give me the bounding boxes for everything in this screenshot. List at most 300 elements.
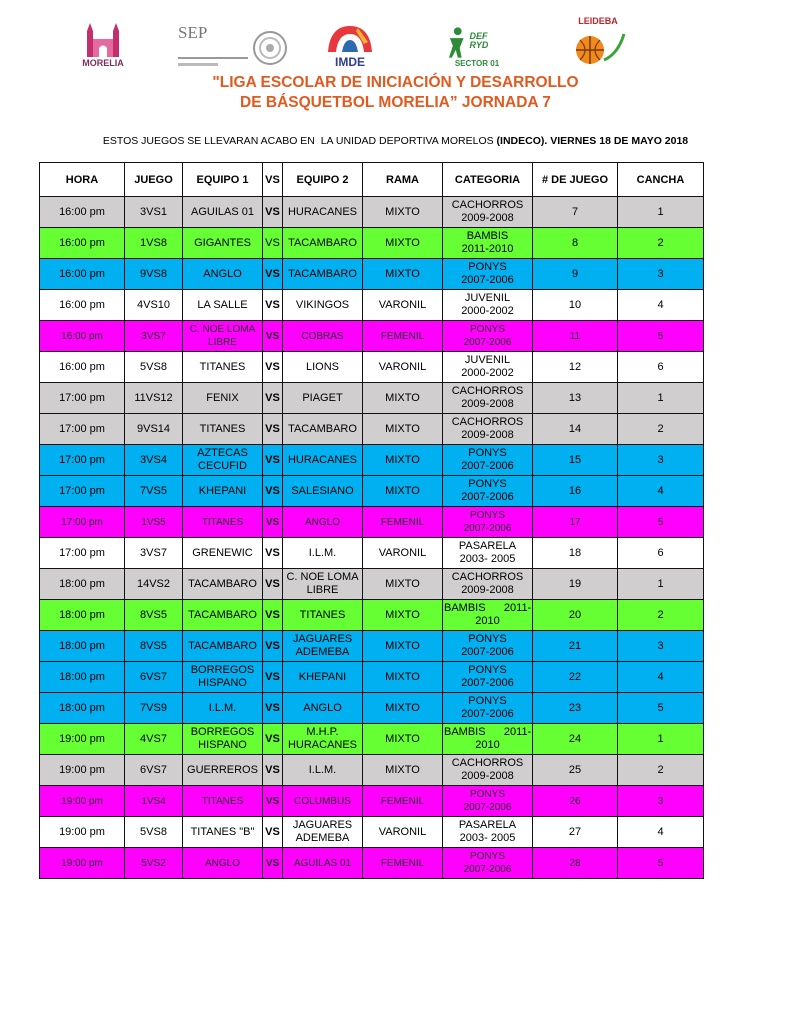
cell-equipo1: ANGLO: [183, 848, 263, 879]
cell-juego: 5VS2: [125, 848, 183, 879]
categoria-name: PONYS: [469, 510, 505, 521]
cell-rama: MIXTO: [363, 662, 443, 693]
categoria-name: CACHORROS: [451, 571, 524, 583]
cell-num-juego: 13: [533, 383, 618, 414]
cell-num-juego: 15: [533, 445, 618, 476]
cell-equipo1: TACAMBARO: [183, 600, 263, 631]
cell-equipo2: KHEPANI: [283, 662, 363, 693]
table-row: [40, 321, 704, 352]
subtitle-date: (INDECO). VIERNES 18 DE MAYO 2018: [496, 135, 689, 147]
cell-rama: MIXTO: [363, 259, 443, 290]
cell-vs: VS: [263, 259, 283, 290]
cell-hora: 19:00 pm: [40, 724, 125, 755]
categoria-years: 2009-2008: [461, 398, 514, 410]
cell-juego: 4VS7: [125, 724, 183, 755]
header-rama: RAMA: [363, 163, 443, 197]
cell-num-juego: 8: [533, 228, 618, 259]
cell-vs: VS: [263, 786, 283, 817]
cell-vs: VS: [263, 445, 283, 476]
cell-num-juego: 25: [533, 755, 618, 786]
cell-cancha: 6: [618, 538, 704, 569]
cell-rama: MIXTO: [363, 693, 443, 724]
cell-hora: 19:00 pm: [40, 755, 125, 786]
cell-num-juego: 11: [533, 321, 618, 352]
categoria-name: CACHORROS: [451, 199, 524, 211]
table-row: [40, 538, 704, 569]
cell-rama: MIXTO: [363, 755, 443, 786]
schedule-table: [39, 162, 704, 879]
cell-juego: 9VS8: [125, 259, 183, 290]
categoria-years: 2009-2008: [461, 212, 514, 224]
cell-hora: 16:00 pm: [40, 321, 125, 352]
venue-subtitle: [0, 135, 791, 147]
cell-num-juego: 21: [533, 631, 618, 662]
cell-cancha: 3: [618, 445, 704, 476]
cell-juego: 7VS9: [125, 693, 183, 724]
cell-equipo1: AZTECAS CECUFID: [183, 445, 263, 476]
cell-vs: VS: [263, 755, 283, 786]
cell-num-juego: 18: [533, 538, 618, 569]
cell-equipo2: I.L.M.: [283, 755, 363, 786]
header-categoria: CATEGORIA: [443, 163, 533, 197]
cell-equipo2: C. NOE LOMA LIBRE: [283, 569, 363, 600]
cell-categoria: [443, 321, 533, 352]
cell-cancha: 5: [618, 321, 704, 352]
cell-hora: 16:00 pm: [40, 259, 125, 290]
morelia-logo-text: MORELIA: [82, 58, 124, 68]
categoria-name: PONYS: [468, 261, 507, 273]
cell-juego: 6VS7: [125, 755, 183, 786]
cell-hora: 18:00 pm: [40, 569, 125, 600]
table-row: [40, 352, 704, 383]
table-row: [40, 662, 704, 693]
categoria-years: 2011-2010: [461, 243, 514, 255]
categoria-years: 2007-2006: [461, 491, 514, 503]
cell-rama: FEMENIL: [363, 507, 443, 538]
table-row: [40, 228, 704, 259]
categoria-years: 2010: [475, 739, 500, 751]
cell-categoria: [443, 693, 533, 724]
header-num-juego: # DE JUEGO: [533, 163, 618, 197]
cell-cancha: 1: [618, 569, 704, 600]
cell-hora: 19:00 pm: [40, 817, 125, 848]
table-row: [40, 817, 704, 848]
table-row: [40, 786, 704, 817]
cell-cancha: 4: [618, 817, 704, 848]
cell-categoria: [443, 476, 533, 507]
cell-equipo2: TITANES: [283, 600, 363, 631]
cell-cancha: 2: [618, 755, 704, 786]
categoria-name: BAMBIS 2011-: [444, 726, 532, 738]
categoria-name: PONYS: [469, 324, 505, 335]
cell-cancha: 4: [618, 290, 704, 321]
cell-equipo1: TITANES "B": [183, 817, 263, 848]
sep-divider: [178, 57, 248, 59]
cell-num-juego: 9: [533, 259, 618, 290]
cell-cancha: 4: [618, 662, 704, 693]
cell-hora: 17:00 pm: [40, 383, 125, 414]
cell-num-juego: 7: [533, 197, 618, 228]
cell-cancha: 1: [618, 724, 704, 755]
cell-vs: VS: [263, 414, 283, 445]
categoria-name: PONYS: [468, 447, 507, 459]
cell-hora: 17:00 pm: [40, 538, 125, 569]
cell-vs: VS: [263, 631, 283, 662]
cell-categoria: [443, 352, 533, 383]
cell-equipo1: LA SALLE: [183, 290, 263, 321]
cell-rama: MIXTO: [363, 631, 443, 662]
cell-vs: VS: [263, 476, 283, 507]
cell-cancha: 2: [618, 600, 704, 631]
subtitle-prefix: ESTOS JUEGOS SE LLEVARAN ACABO EN LA UNIDAD DEPORTIVA MORELOS: [102, 135, 497, 147]
basketball-icon: [568, 28, 628, 68]
cell-categoria: [443, 569, 533, 600]
cell-categoria: [443, 848, 533, 879]
cell-equipo1: AGUILAS 01: [183, 197, 263, 228]
cell-cancha: 4: [618, 476, 704, 507]
header-cancha: CANCHA: [618, 163, 704, 197]
cell-equipo2: COLUMBUS: [283, 786, 363, 817]
cell-hora: 17:00 pm: [40, 414, 125, 445]
cell-hora: 16:00 pm: [40, 197, 125, 228]
categoria-name: CACHORROS: [451, 385, 524, 397]
cell-rama: FEMENIL: [363, 848, 443, 879]
cell-equipo1: TITANES: [183, 352, 263, 383]
categoria-years: 2009-2008: [461, 429, 514, 441]
categoria-years: 2010: [475, 615, 500, 627]
cell-categoria: [443, 228, 533, 259]
title-line-1: "LIGA ESCOLAR DE INICIACIÓN Y DESARROLLO: [212, 74, 579, 91]
cell-rama: MIXTO: [363, 724, 443, 755]
imde-logo-text: IMDE: [335, 55, 365, 69]
cell-categoria: [443, 197, 533, 228]
cell-equipo1: C. NOE LOMA LIBRE: [183, 321, 263, 352]
cell-juego: 11VS12: [125, 383, 183, 414]
cell-equipo2: TACAMBARO: [283, 259, 363, 290]
cell-hora: 18:00 pm: [40, 631, 125, 662]
cell-equipo2: JAGUARES ADEMEBA: [283, 817, 363, 848]
cell-equipo2: HURACANES: [283, 197, 363, 228]
cell-equipo2: SALESIANO: [283, 476, 363, 507]
cell-cancha: 3: [618, 786, 704, 817]
cell-equipo2: ANGLO: [283, 693, 363, 724]
sep-caption-bar: [178, 63, 218, 66]
cell-equipo2: ANGLO: [283, 507, 363, 538]
cell-equipo2: COBRAS: [283, 321, 363, 352]
categoria-name: BAMBIS 2011-: [444, 602, 532, 614]
cell-juego: 8VS5: [125, 631, 183, 662]
cell-equipo1: TACAMBARO: [183, 631, 263, 662]
cell-juego: 4VS10: [125, 290, 183, 321]
cell-num-juego: 12: [533, 352, 618, 383]
cell-categoria: [443, 817, 533, 848]
sector-logo-text: SECTOR 01: [454, 59, 500, 68]
categoria-years: 2007-2006: [461, 677, 514, 689]
cell-num-juego: 24: [533, 724, 618, 755]
categoria-years: 2007-2006: [463, 337, 512, 348]
cell-num-juego: 17: [533, 507, 618, 538]
cell-equipo1: BORREGOS HISPANO: [183, 662, 263, 693]
categoria-name: JUVENIL: [464, 354, 511, 366]
cell-hora: 19:00 pm: [40, 786, 125, 817]
categoria-years: 2007-2006: [463, 802, 512, 813]
cell-juego: 14VS2: [125, 569, 183, 600]
categoria-name: JUVENIL: [464, 292, 511, 304]
categoria-name: BAMBIS: [466, 230, 509, 242]
cell-vs: VS: [263, 383, 283, 414]
cell-cancha: 5: [618, 693, 704, 724]
athlete-icon: [446, 26, 468, 60]
categoria-years: 2003- 2005: [459, 553, 516, 565]
morelia-cathedral-icon: [81, 23, 125, 59]
cell-num-juego: 14: [533, 414, 618, 445]
cell-hora: 17:00 pm: [40, 476, 125, 507]
table-row: [40, 414, 704, 445]
categoria-name: PASARELA: [458, 540, 517, 552]
table-row: [40, 259, 704, 290]
cell-num-juego: 23: [533, 693, 618, 724]
categoria-name: PONYS: [468, 478, 507, 490]
cell-equipo1: BORREGOS HISPANO: [183, 724, 263, 755]
cell-cancha: 2: [618, 228, 704, 259]
cell-num-juego: 10: [533, 290, 618, 321]
categoria-name: PONYS: [469, 851, 505, 862]
categoria-name: PONYS: [468, 633, 507, 645]
categoria-years: 2007-2006: [461, 708, 514, 720]
cell-vs: VS: [263, 538, 283, 569]
cell-num-juego: 19: [533, 569, 618, 600]
categoria-name: PASARELA: [458, 819, 517, 831]
cell-vs: VS: [263, 352, 283, 383]
cell-categoria: [443, 786, 533, 817]
cell-cancha: 6: [618, 352, 704, 383]
cell-equipo1: TITANES: [183, 507, 263, 538]
cell-hora: 18:00 pm: [40, 693, 125, 724]
cell-categoria: [443, 414, 533, 445]
cell-juego: 8VS5: [125, 600, 183, 631]
cell-cancha: 5: [618, 507, 704, 538]
cell-vs: VS: [263, 693, 283, 724]
categoria-years: 2007-2006: [461, 274, 514, 286]
cell-vs: VS: [263, 662, 283, 693]
cell-categoria: [443, 259, 533, 290]
table-row: [40, 476, 704, 507]
cell-categoria: [443, 600, 533, 631]
cell-juego: 3VS1: [125, 197, 183, 228]
cell-equipo2: JAGUARES ADEMEBA: [283, 631, 363, 662]
leideba-logo-text: LEIDEBA: [578, 16, 618, 26]
cell-juego: 1VS4: [125, 786, 183, 817]
cell-equipo2: TACAMBARO: [283, 228, 363, 259]
cell-num-juego: 22: [533, 662, 618, 693]
header-equipo1: EQUIPO 1: [183, 163, 263, 197]
cell-equipo2: HURACANES: [283, 445, 363, 476]
cell-juego: 6VS7: [125, 662, 183, 693]
cell-rama: VARONIL: [363, 290, 443, 321]
cell-cancha: 3: [618, 631, 704, 662]
cell-categoria: [443, 538, 533, 569]
cell-rama: FEMENIL: [363, 321, 443, 352]
table-row: [40, 631, 704, 662]
categoria-years: 2007-2006: [463, 523, 512, 534]
table-row: [40, 600, 704, 631]
cell-equipo2: LIONS: [283, 352, 363, 383]
cell-categoria: [443, 507, 533, 538]
defryd-logo-text: DEF RYD: [469, 31, 489, 50]
cell-rama: VARONIL: [363, 538, 443, 569]
cell-equipo1: GIGANTES: [183, 228, 263, 259]
cell-hora: 18:00 pm: [40, 600, 125, 631]
cell-juego: 3VS4: [125, 445, 183, 476]
categoria-years: 2009-2008: [461, 584, 514, 596]
cell-vs: VS: [263, 197, 283, 228]
cell-vs: VS: [263, 290, 283, 321]
categoria-name: PONYS: [469, 789, 505, 800]
cell-equipo2: PIAGET: [283, 383, 363, 414]
header-row: [40, 163, 704, 197]
cell-juego: 3VS7: [125, 538, 183, 569]
leideba-logo: [564, 8, 632, 68]
categoria-years: 2007-2006: [463, 864, 512, 875]
header-vs: VS: [263, 163, 283, 197]
table-row: [40, 693, 704, 724]
cell-num-juego: 26: [533, 786, 618, 817]
categoria-name: PONYS: [468, 664, 507, 676]
cell-rama: FEMENIL: [363, 786, 443, 817]
cell-vs: VS: [263, 848, 283, 879]
categoria-years: 2009-2008: [461, 770, 514, 782]
mexico-seal-logo: [250, 8, 290, 68]
cell-juego: 5VS8: [125, 352, 183, 383]
cell-rama: MIXTO: [363, 445, 443, 476]
cell-vs: VS: [263, 321, 283, 352]
cell-cancha: 5: [618, 848, 704, 879]
cell-hora: 16:00 pm: [40, 290, 125, 321]
cell-equipo2: VIKINGOS: [283, 290, 363, 321]
cell-juego: 3VS7: [125, 321, 183, 352]
header-hora: HORA: [40, 163, 125, 197]
cell-cancha: 3: [618, 259, 704, 290]
cell-equipo2: TACAMBARO: [283, 414, 363, 445]
cell-hora: 17:00 pm: [40, 445, 125, 476]
defryd-logo: [446, 8, 508, 68]
categoria-years: 2007-2006: [461, 460, 514, 472]
cell-rama: MIXTO: [363, 383, 443, 414]
categoria-years: 2000-2002: [461, 305, 514, 317]
cell-num-juego: 27: [533, 817, 618, 848]
categoria-years: 2003- 2005: [459, 832, 516, 844]
table-row: [40, 445, 704, 476]
cell-equipo1: TITANES: [183, 414, 263, 445]
cell-equipo1: I.L.M.: [183, 693, 263, 724]
cell-categoria: [443, 724, 533, 755]
header-juego: JUEGO: [125, 163, 183, 197]
cell-juego: 9VS14: [125, 414, 183, 445]
imde-logo: [317, 8, 383, 68]
table-row: [40, 507, 704, 538]
cell-equipo1: KHEPANI: [183, 476, 263, 507]
cell-hora: 16:00 pm: [40, 352, 125, 383]
morelia-logo: [72, 8, 134, 68]
sep-logo: [178, 8, 258, 68]
cell-num-juego: 20: [533, 600, 618, 631]
logo-bar: [0, 8, 791, 68]
cell-categoria: [443, 290, 533, 321]
cell-equipo1: FENIX: [183, 383, 263, 414]
cell-categoria: [443, 755, 533, 786]
cell-rama: MIXTO: [363, 414, 443, 445]
table-row: [40, 724, 704, 755]
cell-cancha: 1: [618, 197, 704, 228]
categoria-years: 2007-2006: [461, 646, 514, 658]
cell-equipo1: GUERREROS: [183, 755, 263, 786]
cell-num-juego: 28: [533, 848, 618, 879]
cell-categoria: [443, 662, 533, 693]
cell-equipo1: TITANES: [183, 786, 263, 817]
cell-juego: 1VS5: [125, 507, 183, 538]
cell-vs: VS: [263, 507, 283, 538]
cell-equipo2: I.L.M.: [283, 538, 363, 569]
sep-logo-text: SEP: [178, 23, 208, 42]
cell-juego: 1VS8: [125, 228, 183, 259]
table-row: [40, 383, 704, 414]
cell-rama: VARONIL: [363, 352, 443, 383]
table-row: [40, 848, 704, 879]
cell-rama: MIXTO: [363, 600, 443, 631]
cell-hora: 18:00 pm: [40, 662, 125, 693]
title-line-2: DE BÁSQUETBOL MORELIA” JORNADA 7: [240, 94, 551, 111]
table-row: [40, 569, 704, 600]
table-row: [40, 755, 704, 786]
cell-vs: VS: [263, 817, 283, 848]
cell-rama: MIXTO: [363, 569, 443, 600]
cell-vs: VS: [263, 724, 283, 755]
seal-icon: [252, 28, 288, 68]
cell-equipo1: TACAMBARO: [183, 569, 263, 600]
cell-cancha: 2: [618, 414, 704, 445]
categoria-years: 2000-2002: [461, 367, 514, 379]
cell-categoria: [443, 383, 533, 414]
cell-vs: VS: [263, 569, 283, 600]
cell-cancha: 1: [618, 383, 704, 414]
cell-vs: VS: [263, 228, 283, 259]
cell-rama: MIXTO: [363, 476, 443, 507]
cell-hora: 19:00 pm: [40, 848, 125, 879]
cell-juego: 7VS5: [125, 476, 183, 507]
categoria-name: CACHORROS: [451, 757, 524, 769]
categoria-name: PONYS: [468, 695, 507, 707]
cell-juego: 5VS8: [125, 817, 183, 848]
cell-equipo1: ANGLO: [183, 259, 263, 290]
cell-equipo2: M.H.P. HURACANES: [283, 724, 363, 755]
cell-categoria: [443, 631, 533, 662]
cell-hora: 16:00 pm: [40, 228, 125, 259]
cell-num-juego: 16: [533, 476, 618, 507]
imde-emblem-icon: [322, 22, 378, 56]
table-row: [40, 290, 704, 321]
table-row: [40, 197, 704, 228]
cell-rama: MIXTO: [363, 197, 443, 228]
cell-vs: VS: [263, 600, 283, 631]
cell-equipo2: AGUILAS 01: [283, 848, 363, 879]
categoria-name: CACHORROS: [451, 416, 524, 428]
header-equipo2: EQUIPO 2: [283, 163, 363, 197]
cell-equipo1: GRENEWIC: [183, 538, 263, 569]
page-title: [0, 73, 791, 113]
cell-categoria: [443, 445, 533, 476]
schedule-body: [40, 197, 704, 879]
cell-rama: MIXTO: [363, 228, 443, 259]
